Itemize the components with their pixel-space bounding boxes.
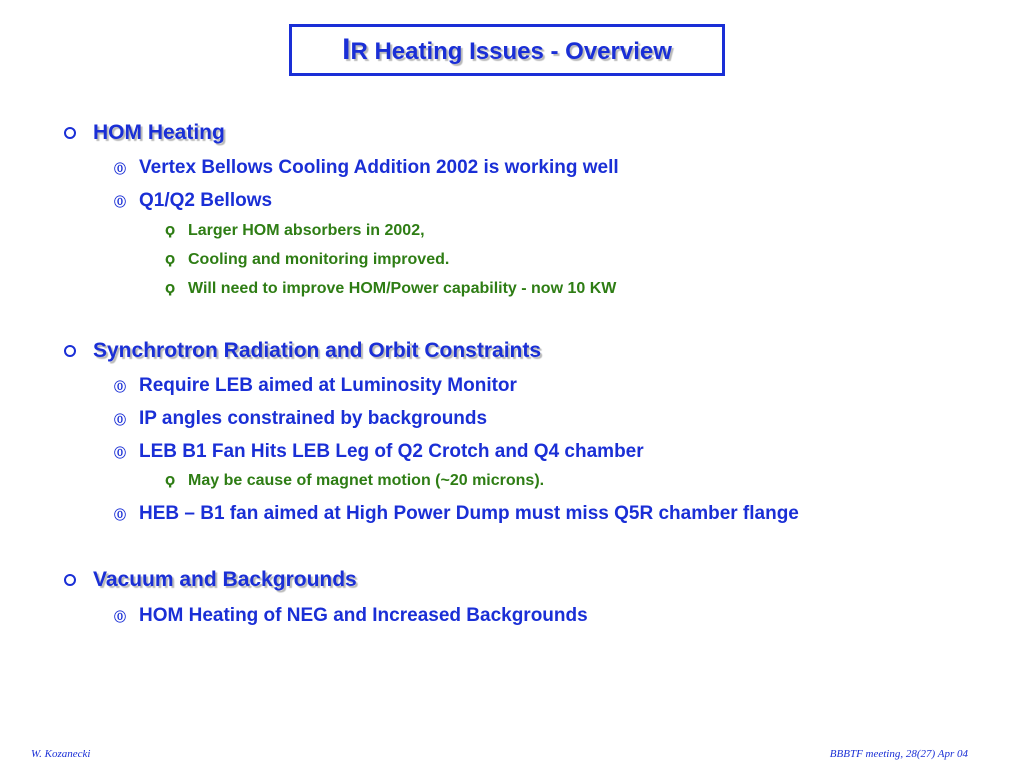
list-item-text: HEB – B1 fan aimed at High Power Dump must miss Q5R chamber flange	[139, 503, 799, 524]
list-item	[114, 605, 588, 627]
list-item	[114, 503, 799, 525]
list-item-text: IP angles constrained by backgrounds	[139, 408, 488, 429]
zero-circle-bullet-icon: ⓪	[114, 412, 127, 427]
list-item	[114, 190, 272, 212]
circle-bullet-icon	[64, 574, 76, 586]
koppa-bullet-icon: Ϙ	[165, 224, 176, 238]
section-heading-text: HOM Heating	[93, 121, 225, 144]
zero-circle-bullet-icon: ⓪	[114, 445, 127, 460]
list-item	[114, 408, 487, 430]
title-box	[289, 24, 725, 76]
zero-circle-bullet-icon: ⓪	[114, 161, 127, 176]
section-heading	[64, 121, 225, 145]
list-item-text: HOM Heating of NEG and Increased Backgrounds	[139, 605, 588, 626]
circle-bullet-icon	[64, 127, 76, 139]
list-item	[114, 157, 619, 179]
title-first-letter: I	[342, 33, 351, 66]
zero-circle-bullet-icon: ⓪	[114, 507, 127, 522]
circle-bullet-icon	[64, 345, 76, 357]
sub-list-item-text: Will need to improve HOM/Power capability - now 10 KW	[188, 280, 617, 297]
list-item-text: Q1/Q2 Bellows	[139, 190, 273, 211]
koppa-bullet-icon: Ϙ	[165, 474, 176, 488]
sub-list-item	[165, 251, 449, 269]
section-heading	[64, 568, 357, 592]
section-heading-text: Synchrotron Radiation and Orbit Constraints	[93, 339, 542, 362]
list-item	[114, 441, 644, 463]
zero-circle-bullet-icon: ⓪	[114, 379, 127, 394]
section-heading-text: Vacuum and Backgrounds	[93, 568, 357, 591]
list-item-text: Require LEB aimed at Luminosity Monitor	[139, 375, 517, 396]
zero-circle-bullet-icon: ⓪	[114, 194, 127, 209]
sub-list-item-text: May be cause of magnet motion (~20 microns).	[188, 472, 545, 489]
list-item-text: LEB B1 Fan Hits LEB Leg of Q2 Crotch and Q4 chamber	[139, 441, 644, 462]
sub-list-item-text: Cooling and monitoring improved.	[188, 251, 450, 268]
list-item	[114, 375, 517, 397]
section-heading	[64, 339, 541, 363]
footer-meeting: BBBTF meeting, 28(27) Apr 04	[829, 748, 968, 760]
sub-list-item	[165, 472, 544, 490]
koppa-bullet-icon: Ϙ	[165, 253, 176, 267]
slide-title	[342, 33, 672, 67]
title-rest: R Heating Issues - Overview	[350, 38, 672, 65]
list-item-text: Vertex Bellows Cooling Addition 2002 is working well	[139, 157, 619, 178]
sub-list-item	[165, 222, 425, 240]
koppa-bullet-icon: Ϙ	[165, 282, 176, 296]
footer-author: W. Kozanecki	[31, 748, 91, 760]
zero-circle-bullet-icon: ⓪	[114, 609, 127, 624]
sub-list-item-text: Larger HOM absorbers in 2002,	[188, 222, 425, 239]
sub-list-item	[165, 280, 616, 298]
